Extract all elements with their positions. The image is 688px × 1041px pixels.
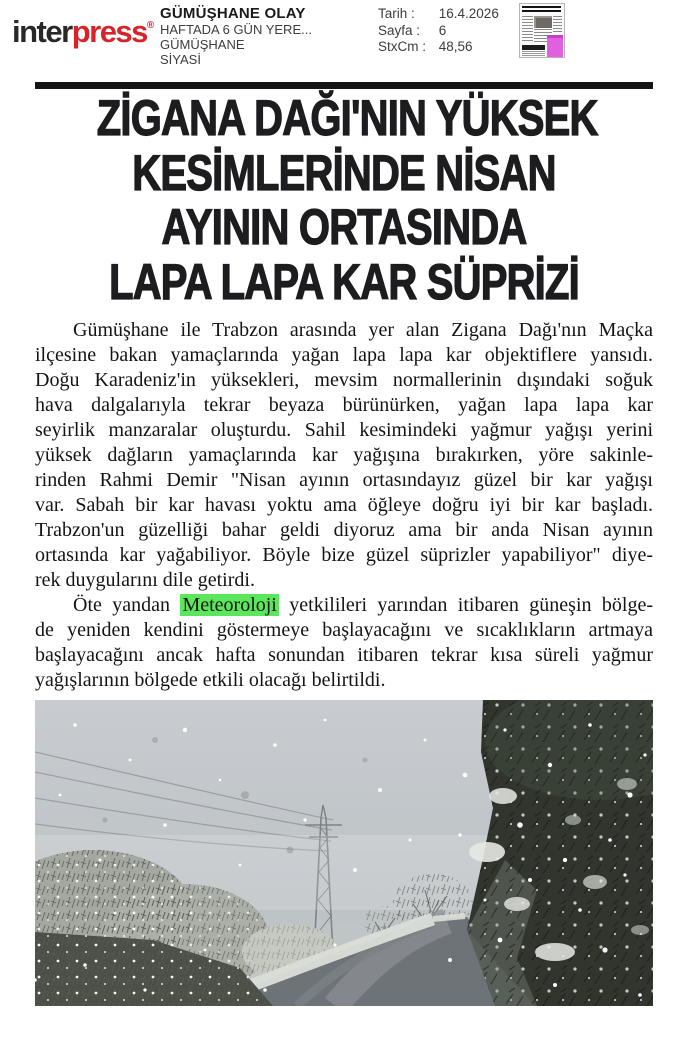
headline-top-rule: [35, 82, 653, 89]
thumbnail-headline-band: [522, 45, 545, 50]
headline-line: ZİGANA DAĞI'NIN YÜKSEK: [96, 90, 598, 146]
meta-page-label: Sayfa :: [378, 22, 421, 38]
publication-category: SİYASİ: [160, 52, 201, 67]
article-headline: [35, 91, 653, 309]
body-line: de yeniden kendini göstermeye başlayacağını ve sıcaklıkların artmaya: [35, 619, 653, 641]
highlighted-term: Meteoroloji: [182, 594, 277, 616]
body-line-text: yetkilileri yarından itibaren güneşin bölge-: [278, 594, 653, 616]
meta-date-value: 16.4.2026: [438, 6, 499, 21]
body-line: var. Sabah bir kar havası yoktu ama öğleye doğru iyi bir kar başladı.: [35, 494, 653, 516]
meta-stxcm-value: 48,56: [438, 39, 473, 54]
meta-date-label: Tarih :: [378, 6, 415, 21]
meta-stxcm-row: [378, 39, 499, 56]
body-line: başlayacağını ancak hafta sonundan itibaren tekrar kısa süreli yağmur: [35, 644, 653, 666]
body-line-text: Öte yandan: [73, 594, 181, 616]
newspaper-page-thumbnail: [519, 3, 565, 58]
body-line: Doğu Karadeniz'in yüksekleri, mevsim normallerinin dışındaki soğuk: [35, 369, 653, 391]
thumbnail-masthead: [522, 6, 561, 14]
body-line: seyirlik manzaralar oluşturdu. Sahil kesimindeki yağmur yağışı yerini: [35, 419, 653, 441]
meta-page-value: 6: [438, 22, 447, 38]
body-line: rek duygularını dile getirdi.: [35, 569, 255, 591]
body-line: ilçesine bakan yamaçlarında yağan lapa lapa kar objektiflere yansıdı.: [35, 344, 653, 366]
body-line: Gümüşhane ile Trabzon arasında yer alan Zigana Dağı'nın Maçka: [73, 319, 653, 341]
registered-mark-icon: ®: [146, 20, 155, 31]
publication-frequency: HAFTADA 6 GÜN YERE...: [160, 22, 312, 37]
thumbnail-text-column: [553, 16, 562, 34]
body-line: yağışlarının bölgede etkili olacağı belirtildi.: [35, 669, 386, 691]
body-line: Trabzon'un güzelliği bahar geldi diyoruz ama bir anda Nisan ayının: [35, 519, 653, 541]
body-line: hava dalgalarıyla tekrar beyaza bürünürken, yağan lapa lapa kar: [35, 394, 653, 416]
headline-line: KESİMLERİNDE NİSAN: [132, 144, 556, 201]
headline-line: LAPA LAPA KAR SÜPRİZİ: [109, 253, 579, 310]
publication-name: GÜMÜŞHANE OLAY: [160, 5, 306, 22]
body-line: [35, 593, 653, 618]
headline-line: AYININ ORTASINDA: [161, 199, 527, 255]
article-body: [35, 318, 653, 693]
body-line: yüksek dağların yamaçlarında kar yağışına bırakırken, yöre sakinle-: [35, 444, 653, 466]
meta-stxcm-label: StxCm :: [378, 39, 427, 54]
logo-text-inter: inter: [12, 14, 72, 49]
clipping-meta: [378, 6, 499, 56]
thumbnail-photo-block: [534, 16, 552, 28]
clipping-header: [0, 0, 688, 80]
body-line: ortasında kar yağabiliyor. Böyle bize güzel süprizler yapabiliyor" diye-: [35, 544, 653, 566]
meta-date-row: [378, 6, 499, 23]
logo-text-press: press: [71, 14, 147, 49]
body-line: rinden Rahmi Demir "Nisan ayının ortasındayız güzel bir kar yağışı: [35, 469, 653, 491]
thumbnail-text-column: [522, 51, 545, 57]
publication-info: [160, 6, 312, 67]
interpress-logo: [12, 10, 154, 47]
snowy-mountain-road-photo: [35, 700, 653, 1006]
meta-page-row: [378, 23, 499, 40]
thumbnail-ad-block: [547, 35, 563, 57]
photo-illustration: [35, 700, 653, 1006]
thumbnail-text-column: [522, 16, 533, 43]
publication-city: GÜMÜŞHANE: [160, 37, 245, 52]
